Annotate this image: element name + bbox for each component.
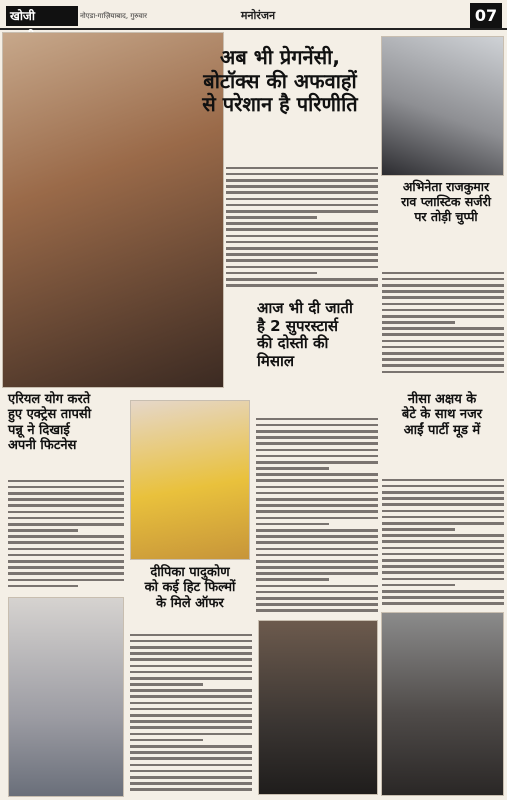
text-line xyxy=(256,609,378,612)
text-line xyxy=(130,745,252,748)
text-line xyxy=(226,204,378,207)
text-line xyxy=(256,510,378,513)
friendship-headline-line: मिसाल xyxy=(257,352,295,371)
text-line xyxy=(382,522,504,525)
text-line xyxy=(256,535,378,538)
main-headline-line: अब भी प्रेगनेंसी, xyxy=(220,45,340,69)
rajkumar-headline-line: राव प्लास्टिक सर्जरी xyxy=(401,193,491,209)
friendship-article-body xyxy=(256,414,378,614)
text-line xyxy=(226,179,378,182)
text-line xyxy=(226,222,378,225)
text-line xyxy=(256,566,378,569)
text-line xyxy=(8,517,124,520)
text-line xyxy=(130,720,252,723)
text-line xyxy=(8,585,78,588)
text-line xyxy=(226,272,317,275)
text-line xyxy=(130,702,252,705)
newspaper-logo: खोजी xyxy=(6,6,78,26)
text-line xyxy=(226,253,378,256)
rajkumar-headline-line: पर तोड़ी चुप्पी xyxy=(414,208,478,224)
text-line xyxy=(382,346,504,349)
text-line xyxy=(226,210,378,213)
text-line xyxy=(130,646,252,649)
text-line xyxy=(256,597,378,600)
superstars-photo xyxy=(258,620,378,795)
text-line xyxy=(8,535,124,538)
text-line xyxy=(130,764,252,767)
text-line xyxy=(130,671,252,674)
text-line xyxy=(130,751,252,754)
text-line xyxy=(130,726,252,729)
text-line xyxy=(226,284,378,287)
text-line xyxy=(256,529,378,532)
text-line xyxy=(256,455,378,458)
text-line xyxy=(382,590,504,593)
page-number: 07 xyxy=(470,3,502,28)
text-line xyxy=(256,461,378,464)
text-line xyxy=(256,572,378,575)
text-line xyxy=(8,554,124,557)
text-line xyxy=(256,523,329,526)
text-line xyxy=(130,634,252,637)
section-title: मनोरंजन xyxy=(240,9,276,22)
text-line xyxy=(256,578,329,581)
deepika-article-body xyxy=(130,630,252,796)
text-line xyxy=(382,340,504,343)
text-line xyxy=(382,327,504,330)
text-line xyxy=(382,553,504,556)
text-line xyxy=(226,266,378,269)
text-line xyxy=(382,602,504,605)
text-line xyxy=(256,430,378,433)
text-line xyxy=(130,739,203,742)
text-line xyxy=(226,185,378,188)
text-line xyxy=(8,560,124,563)
text-line xyxy=(256,504,378,507)
text-line xyxy=(382,296,504,299)
text-line xyxy=(256,424,378,427)
text-line xyxy=(256,541,378,544)
rajkumar-photo xyxy=(381,36,504,176)
text-line xyxy=(256,479,378,482)
text-line xyxy=(382,352,504,355)
text-line xyxy=(130,788,252,791)
dateline: नोएडा-गाज़ियाबाद, गुरुवार xyxy=(80,12,147,20)
deepika-headline xyxy=(130,565,250,627)
text-line xyxy=(256,492,378,495)
text-line xyxy=(130,689,252,692)
friendship-headline-line: की दोस्ती की xyxy=(257,334,329,353)
text-line xyxy=(130,714,252,717)
text-line xyxy=(382,333,504,336)
neesa-headline-line: आईं पार्टी मूड में xyxy=(403,422,481,438)
text-line xyxy=(382,547,504,550)
text-line xyxy=(8,548,124,551)
text-line xyxy=(382,559,504,562)
text-line xyxy=(8,523,124,526)
text-line xyxy=(226,278,378,281)
text-line xyxy=(382,510,504,513)
text-line xyxy=(226,173,378,176)
text-line xyxy=(8,486,124,489)
taapsee-headline-line: हुए एक्ट्रेस तापसी xyxy=(8,407,92,423)
text-line xyxy=(382,284,504,287)
text-line xyxy=(382,497,504,500)
text-line xyxy=(382,584,455,587)
text-line xyxy=(8,498,124,501)
text-line xyxy=(8,572,124,575)
main-article-body xyxy=(226,163,378,293)
text-line xyxy=(8,566,124,569)
text-line xyxy=(130,665,252,668)
text-line xyxy=(256,498,378,501)
text-line xyxy=(130,757,252,760)
text-line xyxy=(8,541,124,544)
text-line xyxy=(226,228,378,231)
text-line xyxy=(8,529,78,532)
text-line xyxy=(226,241,378,244)
main-headline-line: बोटॉक्स की अफवाहों xyxy=(203,68,357,93)
text-line xyxy=(382,491,504,494)
text-line xyxy=(382,516,504,519)
text-line xyxy=(382,540,504,543)
text-line xyxy=(130,776,252,779)
text-line xyxy=(226,191,378,194)
text-line xyxy=(382,528,455,531)
deepika-headline-line: दीपिका पादुकोण xyxy=(150,565,230,580)
main-headline-line: से परेशान है परिणीति xyxy=(202,92,358,117)
text-line xyxy=(382,303,504,306)
text-line xyxy=(226,198,378,201)
text-line xyxy=(382,364,504,367)
friendship-headline-line: है 2 सुपरस्टार्स xyxy=(257,316,339,335)
text-line xyxy=(256,560,378,563)
text-line xyxy=(382,272,504,275)
text-line xyxy=(130,677,252,680)
text-line xyxy=(256,436,378,439)
text-line xyxy=(382,315,504,318)
deepika-headline-line: के मिले ऑफर xyxy=(156,595,224,611)
text-line xyxy=(130,640,252,643)
deepika-photo xyxy=(130,400,250,560)
rajkumar-headline-line: अभिनेता राजकुमार xyxy=(402,179,490,194)
text-line xyxy=(382,479,504,482)
rajkumar-article-body xyxy=(382,268,504,378)
text-line xyxy=(8,511,124,514)
text-line xyxy=(130,770,252,773)
text-line xyxy=(256,467,329,470)
taapsee-headline-line: एरियल योग करते xyxy=(8,392,91,407)
text-line xyxy=(256,591,378,594)
friendship-headline xyxy=(257,300,379,410)
neesa-photo xyxy=(381,612,504,796)
taapsee-article-body xyxy=(8,476,124,592)
text-line xyxy=(256,486,378,489)
text-line xyxy=(382,309,504,312)
neesa-headline xyxy=(383,392,501,470)
text-line xyxy=(256,554,378,557)
text-line xyxy=(130,652,252,655)
text-line xyxy=(226,167,378,170)
text-line xyxy=(130,695,252,698)
text-line xyxy=(8,579,124,582)
text-line xyxy=(256,603,378,606)
rajkumar-headline xyxy=(388,180,504,264)
text-line xyxy=(256,442,378,445)
text-line xyxy=(382,571,504,574)
text-line xyxy=(382,321,455,324)
text-line xyxy=(256,473,378,476)
taapsee-photo xyxy=(8,597,124,797)
text-line xyxy=(382,371,504,374)
text-line xyxy=(226,235,378,238)
text-line xyxy=(226,247,378,250)
text-line xyxy=(130,683,203,686)
text-line xyxy=(256,418,378,421)
friendship-headline-line: आज भी दी जाती xyxy=(257,299,353,317)
deepika-headline-line: को कई हिट फिल्मों xyxy=(144,580,236,596)
text-line xyxy=(382,534,504,537)
taapsee-headline-line: अपनी फिटनेस xyxy=(8,437,77,453)
text-line xyxy=(226,259,378,262)
text-line xyxy=(382,290,504,293)
main-headline xyxy=(190,46,370,166)
text-line xyxy=(382,503,504,506)
text-line xyxy=(256,585,378,588)
text-line xyxy=(130,658,252,661)
text-line xyxy=(382,578,504,581)
text-line xyxy=(130,733,252,736)
text-line xyxy=(8,492,124,495)
text-line xyxy=(226,216,317,219)
taapsee-headline-line: पन्नू ने दिखाई xyxy=(8,422,70,438)
text-line xyxy=(130,708,252,711)
text-line xyxy=(8,480,124,483)
neesa-headline-line: बेटे के साथ नजर xyxy=(401,407,483,423)
text-line xyxy=(256,449,378,452)
text-line xyxy=(382,565,504,568)
text-line xyxy=(256,548,378,551)
text-line xyxy=(130,782,252,785)
text-line xyxy=(382,358,504,361)
text-line xyxy=(382,485,504,488)
text-line xyxy=(382,278,504,281)
taapsee-headline xyxy=(8,392,124,474)
text-line xyxy=(8,504,124,507)
text-line xyxy=(256,517,378,520)
text-line xyxy=(382,596,504,599)
neesa-headline-line: नीसा अक्षय के xyxy=(407,392,477,407)
neesa-article-body xyxy=(382,475,504,607)
